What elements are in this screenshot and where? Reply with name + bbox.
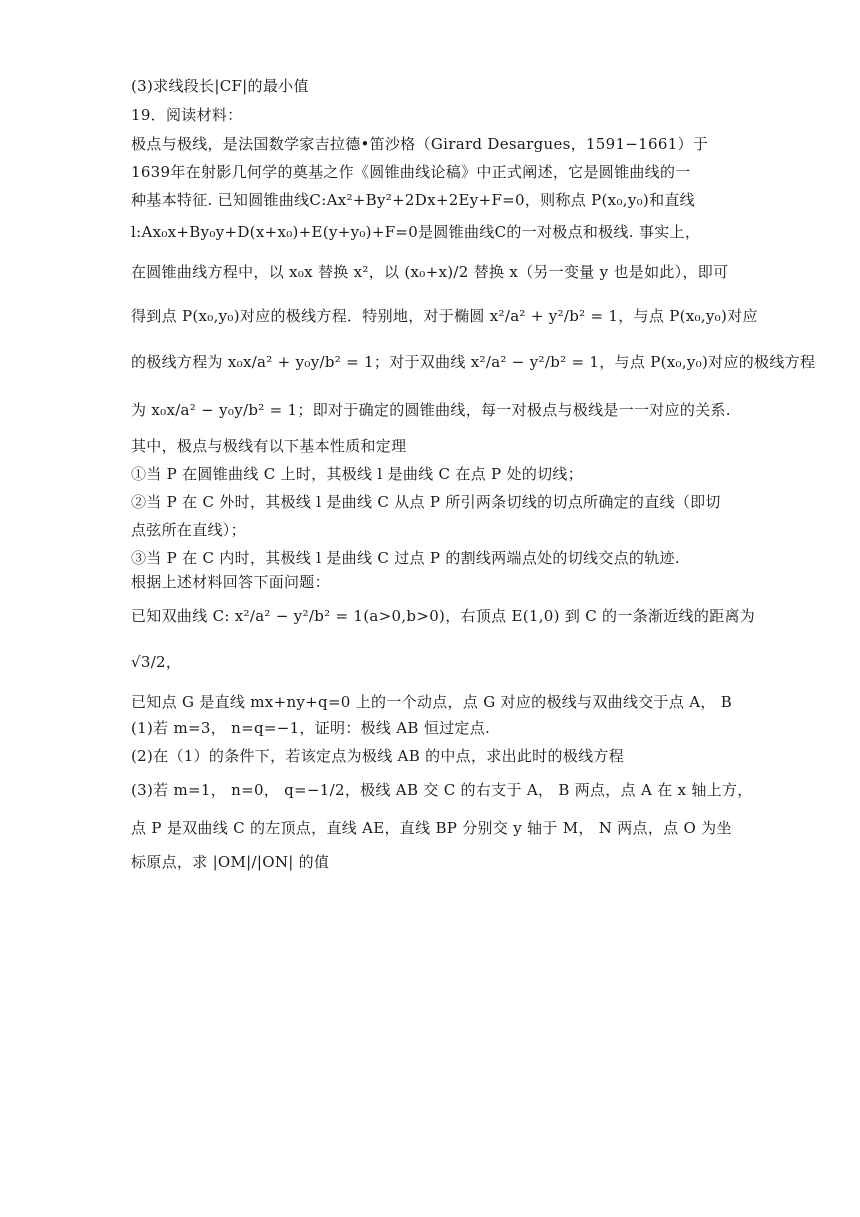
reading-text-line: 1639年在射影几何学的奠基之作《圆锥曲线论稿》中正式阐述，它是圆锥曲线的一 [131, 163, 691, 181]
reading-text-line: l:Ax₀x+By₀y+D(x+x₀)+E(y+y₀)+F=0是圆锥曲线C的一对极点和极线. 事实上， [131, 223, 701, 241]
question-3-end: 标原点，求 |OM|/|ON| 的值 [131, 853, 330, 871]
property-2-cont: 点弦所在直线）； [131, 521, 246, 539]
property-1: ①当 P 在圆锥曲线 C 上时，其极线 l 是曲线 C 在点 P 处的切线； [131, 465, 584, 483]
question-3: (3)若 m=1， n=0， q=−1/2，极线 AB 交 C 的右支于 A， B 两点，点 A 在 x 轴上方， [131, 781, 753, 799]
reading-text-line: 为 x₀x/a² − y₀y/b² = 1；即对于确定的圆锥曲线，每一对极点与极线是一一对应的关系. [131, 401, 731, 419]
problem-19-heading: 19．阅读材料： [131, 106, 243, 124]
reading-text-line: 得到点 P(x₀,y₀)对应的极线方程．特别地，对于椭圆 x²/a² + y²/b² = 1，与点 P(x₀,y₀)对应 [131, 307, 758, 325]
property-3: ③当 P 在 C 内时，其极线 l 是曲线 C 过点 P 的割线两端点处的切线交点的轨迹. [131, 549, 680, 567]
given-distance: √3/2， [131, 653, 182, 671]
reading-text-line: 极点与极线，是法国数学家吉拉德•笛沙格（Girard Desargues，1591−1661）于 [131, 135, 709, 153]
question-intro: 根据上述材料回答下面问题： [131, 573, 330, 591]
reading-text-line: 种基本特征. 已知圆锥曲线C:Ax²+By²+2Dx+2Ey+F=0，则称点 P(x₀,y₀)和直线 [131, 191, 695, 209]
problem-18-part-3: (3)求线段长|CF|的最小值 [131, 77, 309, 95]
properties-intro: 其中，极点与极线有以下基本性质和定理 [131, 437, 407, 455]
question-1: (1)若 m=3， n=q=−1，证明：极线 AB 恒过定点. [131, 719, 491, 737]
reading-text-line: 的极线方程为 x₀x/a² + y₀y/b² = 1；对于双曲线 x²/a² − y²/b² = 1，与点 P(x₀,y₀)对应的极线方程 [131, 353, 816, 371]
question-2: (2)在（1）的条件下，若该定点为极线 AB 的中点，求出此时的极线方程 [131, 747, 624, 765]
question-3-cont: 点 P 是双曲线 C 的左顶点，直线 AE，直线 BP 分别交 y 轴于 M， N 两点，点 O 为坐 [131, 819, 732, 837]
given-hyperbola: 已知双曲线 C: x²/a² − y²/b² = 1(a>0,b>0)，右顶点 E(1,0) 到 C 的一条渐近线的距离为 [131, 607, 756, 625]
given-point-g: 已知点 G 是直线 mx+ny+q=0 上的一个动点，点 G 对应的极线与双曲线交于点 A， B [131, 693, 733, 711]
property-2: ②当 P 在 C 外时，其极线 l 是曲线 C 从点 P 所引两条切线的切点所确定的直线（即切 [131, 493, 721, 511]
reading-text-line: 在圆锥曲线方程中，以 x₀x 替换 x²，以 (x₀+x)/2 替换 x（另一变量 y 也是如此），即可 [131, 263, 729, 281]
